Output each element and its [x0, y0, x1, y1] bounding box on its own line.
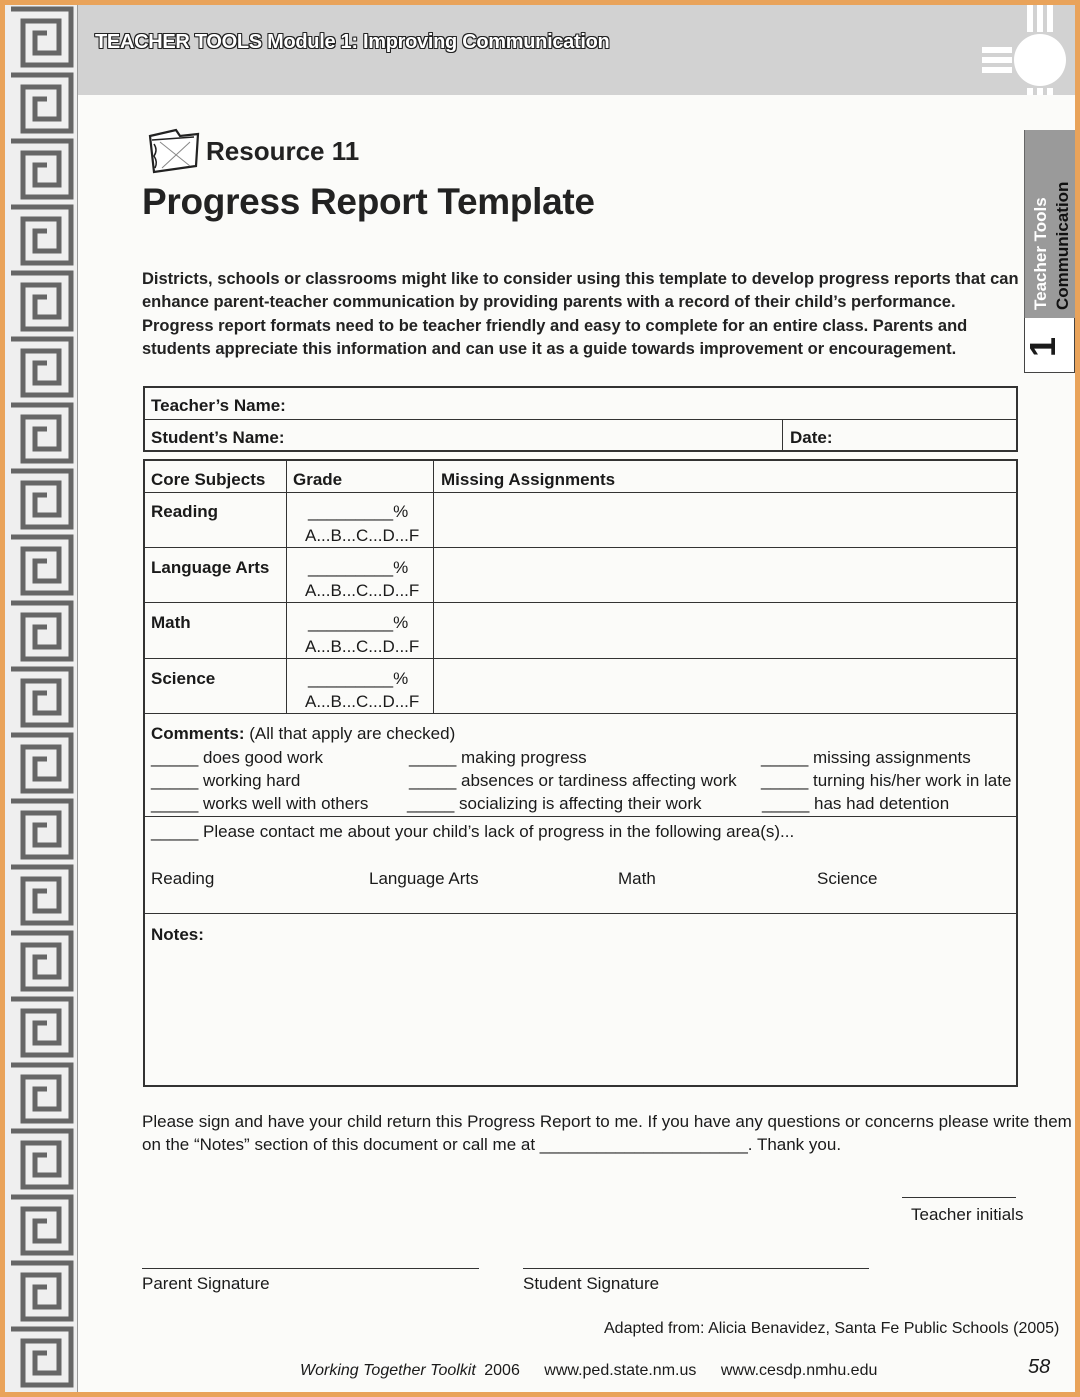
- divider: [145, 913, 1016, 914]
- column-header: Core Subjects: [151, 470, 266, 489]
- comment-option[interactable]: _____ does good work: [151, 748, 324, 767]
- divider: [286, 460, 287, 714]
- section-tab-line2: Communication: [1053, 181, 1072, 310]
- letter-grades: A...B...C...D...F: [305, 581, 420, 600]
- letter-grades: A...B...C...D...F: [305, 526, 420, 545]
- letter-grades: A...B...C...D...F: [305, 692, 420, 711]
- comment-option[interactable]: _____ working hard: [151, 771, 301, 790]
- percent-blank[interactable]: _________%: [308, 558, 409, 577]
- comment-option[interactable]: _____ missing assignments: [761, 748, 971, 767]
- footer-url-cesdp[interactable]: www.cesdp.nmhu.edu: [720, 1362, 878, 1379]
- header-title: TEACHER TOOLS Module 1: Improving Communication: [95, 31, 610, 53]
- notes-label: Notes:: [151, 925, 204, 944]
- contact-area: Science: [817, 869, 878, 888]
- contact-area: Language Arts: [369, 869, 479, 888]
- column-header: Grade: [293, 470, 343, 489]
- section-number: [1024, 318, 1075, 373]
- divider: [145, 602, 1016, 603]
- page-number: 58: [1028, 1356, 1051, 1378]
- divider: [145, 713, 1016, 714]
- comment-option[interactable]: _____ has had detention: [762, 794, 950, 813]
- parent-signature-label: Parent Signature: [142, 1274, 270, 1293]
- column-header: Missing Assignments: [441, 470, 616, 489]
- footer-url-ped[interactable]: www.ped.state.nm.us: [544, 1362, 697, 1379]
- footer-year: 2006: [484, 1362, 520, 1379]
- student-signature-label: Student Signature: [523, 1274, 660, 1293]
- teacher-initials-label: Teacher initials: [911, 1205, 1024, 1224]
- divider: [145, 547, 1016, 548]
- subject-science: Science: [151, 669, 216, 688]
- comment-option[interactable]: _____ works well with others: [151, 794, 369, 813]
- contact-area: Reading: [151, 869, 215, 888]
- closing-line-1: Please sign and have your child return this Progress Report to me. If you have any questions or concerns please write them: [142, 1112, 1072, 1131]
- divider: [433, 460, 434, 714]
- footer-credits: [300, 1362, 877, 1380]
- percent-blank[interactable]: _________%: [308, 613, 409, 632]
- page-title: Progress Report Template: [142, 181, 595, 222]
- student-signature-line[interactable]: [523, 1268, 869, 1269]
- percent-blank[interactable]: _________%: [308, 669, 409, 688]
- teacher-initials-line[interactable]: [902, 1197, 1016, 1198]
- parent-signature-line[interactable]: [142, 1268, 479, 1269]
- intro-paragraph: Districts, schools or classrooms might like to consider using this template to develop progress reports that can enhance parent-teacher communication by providing parents with a record of their child’s performance. Progress report formats need to be teacher friendly and easy to complete for an entire class. Parents and students appreciate this information and can use it as a guide towards improvement or encouragement.: [142, 270, 1019, 358]
- contact-request[interactable]: _____ Please contact me about your child’s lack of progress in the following area(s)...: [151, 822, 795, 841]
- subject-math: Math: [151, 613, 191, 632]
- divider: [145, 419, 1016, 420]
- comment-option[interactable]: _____ socializing is affecting their work: [407, 794, 702, 813]
- resource-label: Resource 11: [206, 136, 360, 166]
- greek-key-border: [5, 5, 78, 1392]
- subject-reading: Reading: [151, 502, 219, 521]
- comments-heading: [151, 724, 455, 744]
- section-tab: [1024, 130, 1076, 318]
- student-name-label: Student’s Name:: [151, 428, 285, 447]
- subject-language-arts: Language Arts: [151, 558, 270, 577]
- comment-option[interactable]: _____ turning his/her work in late: [761, 771, 1012, 790]
- section-number-text: 1: [1022, 336, 1064, 358]
- section-tab-line1: Teacher Tools: [1031, 197, 1050, 310]
- teacher-name-label: Teacher’s Name:: [151, 396, 286, 415]
- date-label: Date:: [790, 428, 833, 447]
- letter-grades: A...B...C...D...F: [305, 637, 420, 656]
- contact-area: Math: [618, 869, 656, 888]
- zia-sun-icon: [980, 5, 1075, 95]
- divider: [145, 492, 1016, 493]
- closing-line-2: on the “Notes” section of this document or call me at ______________________. Thank you.: [142, 1135, 842, 1154]
- divider: [782, 420, 783, 451]
- comment-option[interactable]: _____ absences or tardiness affecting work: [409, 771, 737, 790]
- divider: [145, 658, 1016, 659]
- percent-blank[interactable]: _________%: [308, 502, 409, 521]
- comments-label: Comments:: [151, 724, 245, 743]
- folder-icon: [146, 126, 202, 176]
- credit-line: Adapted from: Alicia Benavidez, Santa Fe Public Schools (2005): [604, 1320, 1060, 1337]
- footer-toolkit: Working Together Toolkit: [300, 1362, 476, 1379]
- comments-sub: (All that apply are checked): [249, 724, 456, 743]
- comment-option[interactable]: _____ making progress: [409, 748, 587, 767]
- divider: [145, 816, 1016, 817]
